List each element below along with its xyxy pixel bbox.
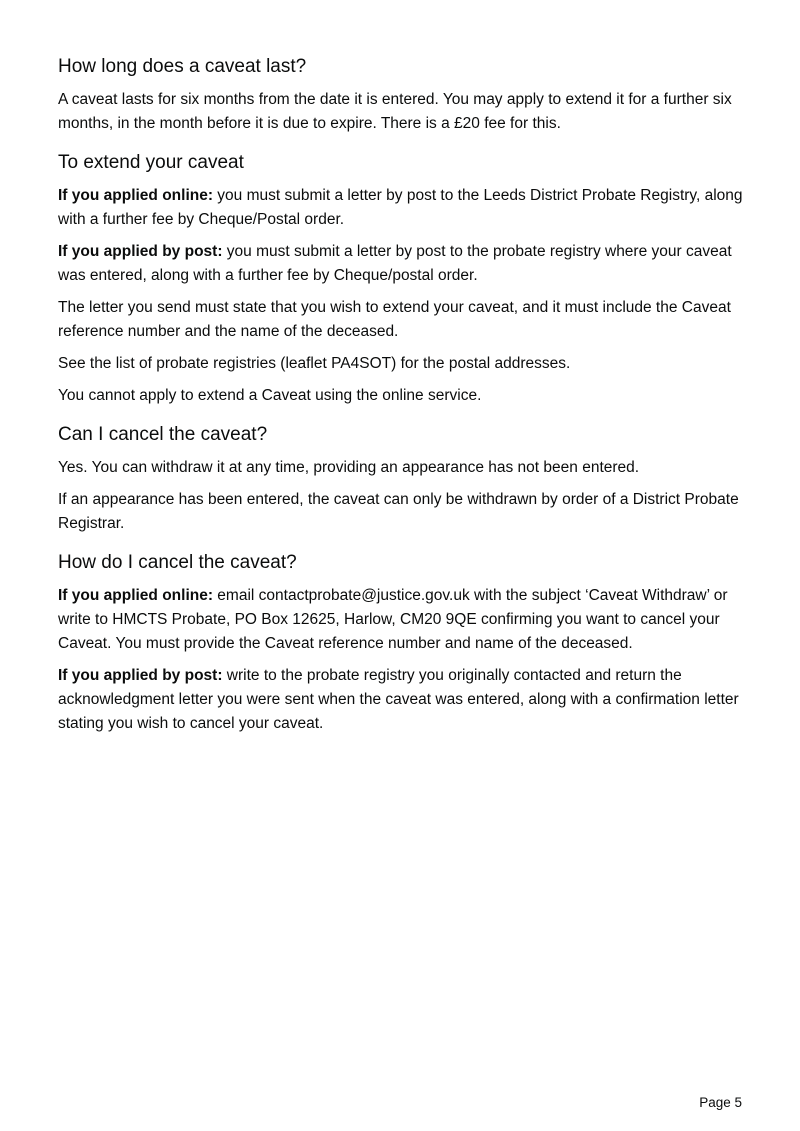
paragraph [58,584,746,656]
paragraph-lead: If you applied by post: [58,667,223,684]
paragraph-text: Yes. You can withdraw it at any time, providing an appearance has not been entered. [58,459,640,476]
paragraph [58,184,746,232]
section-heading-extend-caveat: To extend your caveat [58,152,244,173]
section-heading-caveat-duration: How long does a caveat last? [58,56,307,77]
paragraph [58,488,746,536]
paragraph-text: you must submit a letter by post to the Leeds District Probate Registry, along with a further fee by Cheque/Postal order. [58,187,743,228]
paragraph-text: you must submit a letter by post to the probate registry where your caveat was entered, along with a further fee by Cheque/postal order. [58,243,732,284]
paragraph-lead: If you applied by post: [58,243,223,260]
paragraph-text: write to the probate registry you originally contacted and return the acknowledgment letter you were sent when the caveat was entered, along with a confirmation letter stating you wish to cancel your caveat. [58,667,739,732]
paragraph [58,296,746,344]
section-heading-how-to-cancel: How do I cancel the caveat? [58,552,297,573]
paragraph [58,88,746,136]
paragraph [58,456,746,480]
paragraph-text: See the list of probate registries (leaflet PA4SOT) for the postal addresses. [58,355,571,372]
paragraph [58,384,746,408]
paragraph [58,240,746,288]
paragraph-text: A caveat lasts for six months from the date it is entered. You may apply to extend it for a further six months, in the month before it is due to expire. There is a £20 fee for this. [58,91,732,132]
paragraph-text: The letter you send must state that you wish to extend your caveat, and it must include the Caveat reference number and the name of the deceased. [58,299,731,340]
paragraph-text: If an appearance has been entered, the caveat can only be withdrawn by order of a District Probate Registrar. [58,491,739,532]
page-number: Page 5 [699,1095,742,1110]
section-heading-cancel-caveat-question: Can I cancel the caveat? [58,424,268,445]
paragraph-lead: If you applied online: [58,187,213,204]
paragraph-text: email contactprobate@justice.gov.uk with the subject ‘Caveat Withdraw’ or write to HMCTS Probate, PO Box 12625, Harlow, CM20 9QE confirming you want to cancel your Caveat. You must provide the Caveat reference number and name of the deceased. [58,587,728,652]
paragraph [58,352,746,376]
paragraph-lead: If you applied online: [58,587,213,604]
document-body [58,54,746,744]
paragraph [58,664,746,736]
paragraph-text: You cannot apply to extend a Caveat using the online service. [58,387,482,404]
